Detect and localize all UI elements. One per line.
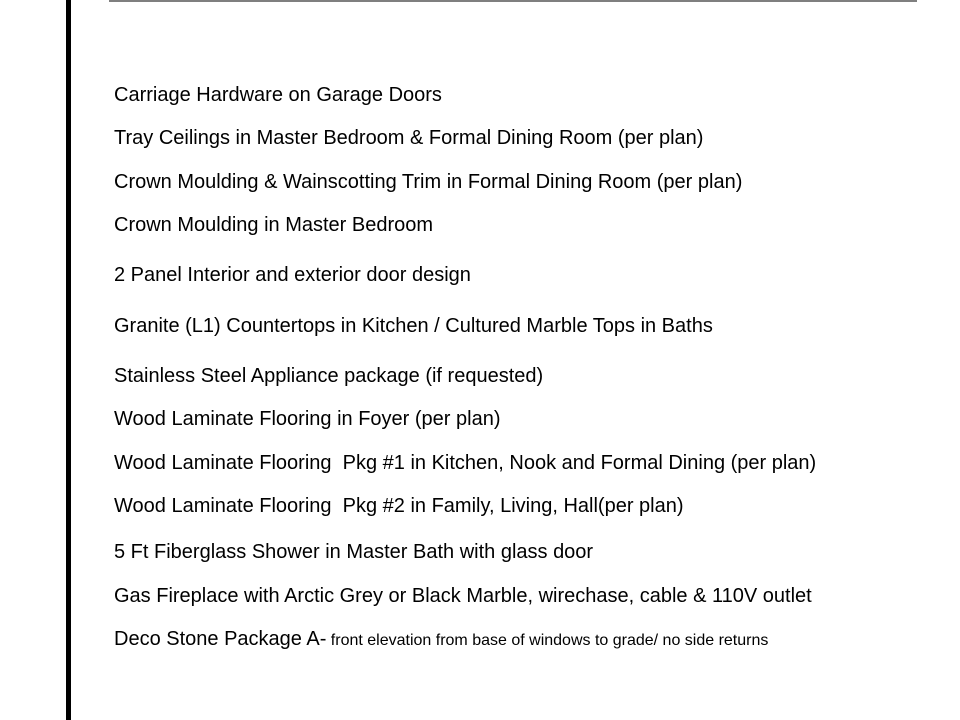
feature-item-countertops: [114, 314, 713, 338]
feature-text: Carriage Hardware on Garage Doors: [114, 84, 442, 106]
feature-item-garage-hardware: [114, 83, 442, 107]
feature-text: Wood Laminate Flooring in Foyer (per plan): [114, 408, 501, 430]
feature-item-fireplace: [114, 584, 812, 608]
feature-item-foyer-flooring: [114, 407, 500, 431]
feature-item-crown-master: [114, 213, 433, 237]
feature-text: Crown Moulding & Wainscotting Trim in Formal Dining Room (per plan): [114, 171, 743, 193]
feature-item-flooring-pkg2: [114, 494, 684, 518]
page-left-border: [66, 0, 71, 720]
feature-item-deco-stone: [114, 627, 768, 653]
feature-item-flooring-pkg1: [114, 451, 816, 475]
feature-text: Stainless Steel Appliance package (if requested): [114, 365, 544, 387]
feature-text: 2 Panel Interior and exterior door design: [114, 264, 471, 286]
feature-text: 5 Ft Fiberglass Shower in Master Bath with glass door: [114, 541, 594, 563]
feature-text: Gas Fireplace with Arctic Grey or Black Marble, wirechase, cable & 110V outlet: [114, 585, 812, 607]
feature-item-appliances: [114, 364, 543, 388]
feature-text: Crown Moulding in Master Bedroom: [114, 214, 434, 236]
feature-item-tray-ceilings: [114, 126, 703, 150]
feature-item-crown-wainscotting: [114, 170, 742, 194]
feature-detail: front elevation from base of windows to grade/ no side returns: [326, 632, 769, 649]
feature-text: Wood Laminate Flooring Pkg #1 in Kitchen, Nook and Formal Dining (per plan): [114, 452, 817, 474]
feature-item-door-design: [114, 263, 471, 287]
feature-text: Tray Ceilings in Master Bedroom & Formal Dining Room (per plan): [114, 127, 704, 149]
feature-item-shower: [114, 540, 593, 564]
feature-text: Deco Stone Package A-: [114, 628, 327, 650]
feature-text: Wood Laminate Flooring Pkg #2 in Family, Living, Hall(per plan): [114, 495, 684, 517]
top-divider: [109, 0, 917, 2]
feature-text: Granite (L1) Countertops in Kitchen / Cultured Marble Tops in Baths: [114, 315, 713, 337]
